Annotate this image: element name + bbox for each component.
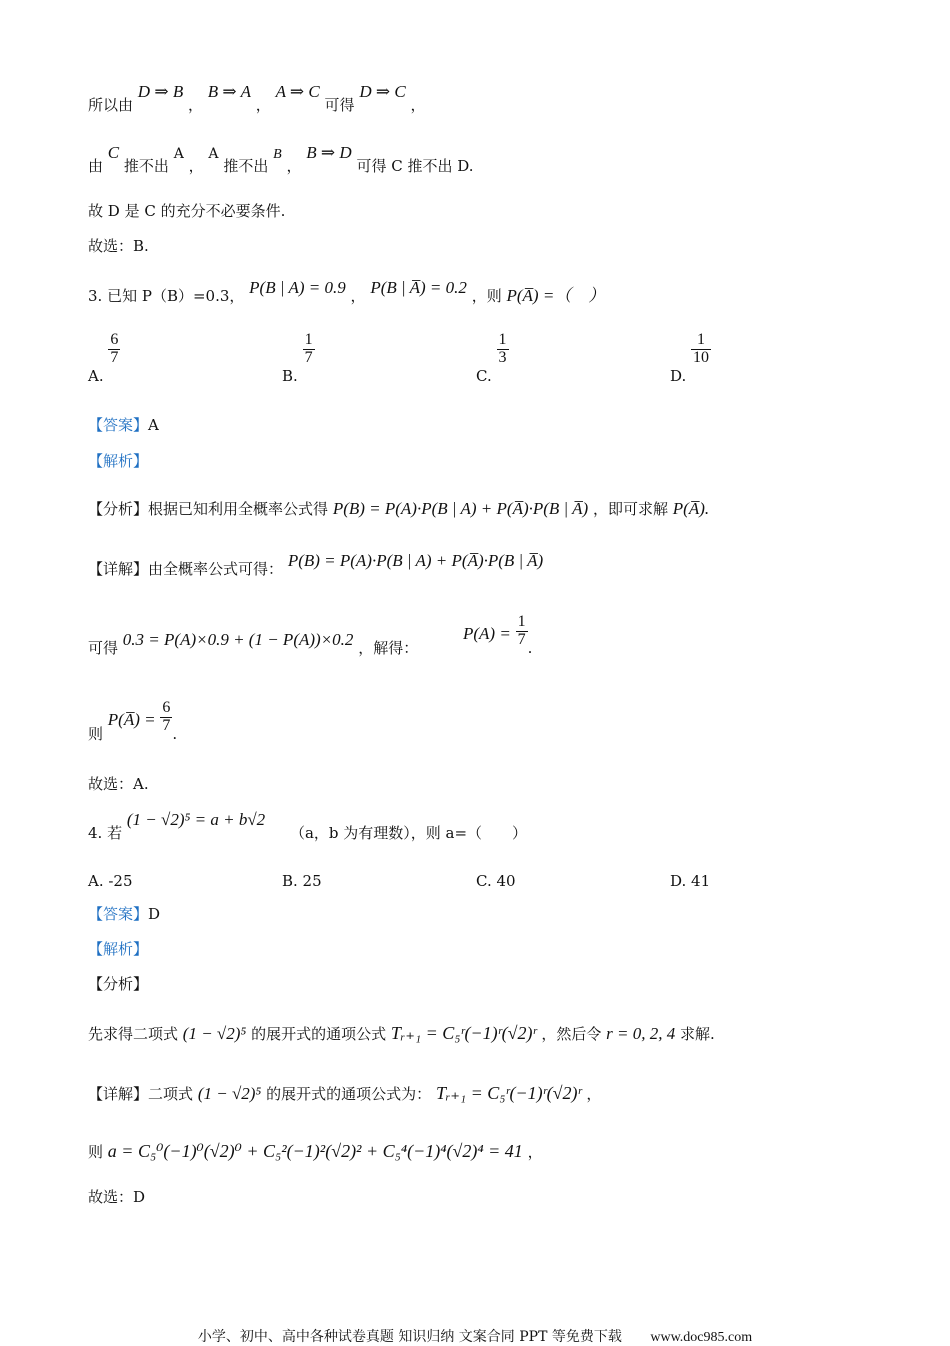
option-d bbox=[670, 331, 711, 386]
detail-tag: 【详解】 bbox=[88, 1085, 149, 1103]
fenxi-tag: 【分析】 bbox=[88, 975, 149, 993]
question-4-stem bbox=[88, 810, 528, 842]
answer-line bbox=[88, 907, 160, 922]
text: 3. 已知 P（B）=0.3， bbox=[88, 287, 245, 305]
fenxi-tag-line bbox=[88, 977, 148, 992]
math-formula: Tᵣ₊₁ = C₅ʳ(−1)ʳ(√2)ʳ bbox=[390, 1023, 537, 1043]
text: ， bbox=[410, 96, 426, 114]
option-label: C. bbox=[476, 367, 492, 386]
math-formula: 0.3 = P(A)×0.9 + (1 − P(A))×0.2 bbox=[122, 630, 354, 650]
analysis-tag-line bbox=[88, 454, 148, 469]
result-line bbox=[88, 692, 178, 744]
math-implication: D ⇒ B bbox=[137, 82, 184, 101]
footer-link[interactable]: www.doc985.com bbox=[650, 1330, 753, 1345]
footer-text: 小学、初中、高中各种试卷真题 知识归纳 文案合同 PPT 等免费下载 bbox=[197, 1329, 622, 1345]
answer-tag: 【答案】 bbox=[88, 905, 149, 923]
text: 求解. bbox=[679, 1025, 715, 1043]
denominator: 7 bbox=[110, 348, 119, 366]
option-label: B. bbox=[282, 367, 298, 386]
implication-line bbox=[88, 82, 426, 114]
detail-tag: 【详解】 bbox=[88, 560, 149, 578]
text: 可得 bbox=[324, 96, 355, 114]
option-d: D. 41 bbox=[670, 872, 711, 890]
detail-line bbox=[88, 1084, 601, 1102]
text: ， bbox=[586, 1085, 602, 1103]
math-var: A bbox=[208, 146, 219, 162]
text: ，然后令 bbox=[541, 1025, 602, 1043]
text: 的展开式的通项公式 bbox=[251, 1025, 387, 1043]
text: 则 bbox=[88, 1143, 104, 1161]
answer-value: D bbox=[148, 905, 161, 923]
math-formula: P(A̅) =（ ） bbox=[506, 286, 606, 305]
denominator: 7 bbox=[517, 630, 526, 648]
numerator: 6 bbox=[162, 699, 171, 716]
text: 4. 若 bbox=[88, 824, 123, 842]
text: 二项式 bbox=[148, 1085, 194, 1103]
numerator: 1 bbox=[517, 613, 526, 630]
fenxi-tag: 【分析】 bbox=[88, 500, 149, 518]
option-b bbox=[282, 331, 315, 386]
fraction bbox=[497, 332, 509, 367]
question-3-stem bbox=[88, 278, 606, 305]
text: ， bbox=[255, 96, 271, 114]
math-formula: r = 0, 2, 4 bbox=[606, 1024, 676, 1043]
math-formula: (1 − √2)⁵ = a + b√2 bbox=[126, 810, 266, 829]
option-label: D. bbox=[670, 367, 687, 386]
detail-line bbox=[88, 551, 544, 578]
analysis-tag: 【解析】 bbox=[88, 940, 149, 958]
math-formula: P(A̅) = bbox=[107, 710, 156, 730]
fraction bbox=[108, 332, 120, 367]
text: ， bbox=[187, 96, 203, 114]
conclusion-text: 故 D 是 C 的充分不必要条件. bbox=[88, 202, 286, 220]
option-label: A. bbox=[88, 367, 104, 386]
math-implication: D ⇒ C bbox=[359, 82, 406, 101]
text: 的展开式的通项公式为： bbox=[266, 1085, 432, 1103]
math-formula: P(B | A) = 0.9 bbox=[249, 278, 346, 297]
math-formula: (1 − √2)⁵ bbox=[182, 1024, 247, 1043]
answer-line bbox=[88, 418, 159, 433]
text: （a，b 为有理数），则 a=（ ） bbox=[289, 824, 528, 842]
denominator: 7 bbox=[162, 716, 171, 734]
text: 根据已知利用全概率公式得 bbox=[148, 500, 329, 518]
analysis-tag-line bbox=[88, 942, 148, 957]
text: 推不出 bbox=[223, 157, 269, 175]
math-var: A bbox=[173, 146, 184, 162]
fraction bbox=[516, 614, 528, 649]
math-formula: P(B | A̅) = 0.2 bbox=[370, 278, 467, 297]
math-formula: P(A̅). bbox=[672, 499, 710, 518]
denominator: 10 bbox=[693, 348, 710, 366]
text: ， bbox=[350, 287, 366, 305]
text: 由全概率公式可得： bbox=[148, 560, 284, 578]
step-line bbox=[88, 608, 533, 658]
calculation-line bbox=[88, 1142, 543, 1160]
option-a: A. -25 bbox=[88, 872, 133, 890]
numerator: 1 bbox=[697, 331, 706, 348]
math-var: C bbox=[107, 143, 120, 162]
math-implication: B ⇒ D bbox=[306, 143, 352, 162]
analysis-tag: 【解析】 bbox=[88, 452, 149, 470]
text: ， bbox=[527, 1143, 543, 1161]
denominator: 3 bbox=[498, 348, 507, 366]
option-c: C. 40 bbox=[476, 872, 516, 890]
text: 可得 bbox=[88, 639, 119, 658]
numerator: 1 bbox=[304, 331, 313, 348]
fraction bbox=[303, 332, 315, 367]
text: 推不出 bbox=[123, 157, 169, 175]
choice-text: 故选：B. bbox=[88, 237, 149, 255]
choice-text: 故选：D bbox=[88, 1188, 146, 1206]
text: . bbox=[527, 639, 533, 658]
choice-text: 故选：A. bbox=[88, 775, 149, 793]
page-footer bbox=[0, 1326, 950, 1346]
answer-value: A bbox=[148, 416, 159, 434]
math-var: B bbox=[273, 147, 282, 162]
math-formula: (1 − √2)⁵ bbox=[197, 1084, 262, 1103]
text: ，则 bbox=[471, 287, 502, 305]
not-implied-line bbox=[88, 143, 474, 175]
text: 则 bbox=[88, 725, 104, 744]
text: 由 bbox=[88, 157, 104, 175]
text: ，解得： bbox=[358, 639, 419, 658]
fraction bbox=[160, 700, 172, 735]
math-implication: B ⇒ A bbox=[207, 82, 251, 101]
text: ，即可求解 bbox=[593, 500, 669, 518]
math-formula: P(B) = P(A)·P(B | A) + P(A̅)·P(B | A̅) bbox=[332, 499, 589, 518]
analysis-line bbox=[88, 500, 709, 517]
math-implication: A ⇒ C bbox=[275, 82, 320, 101]
math-formula: a = C₅⁰(−1)⁰(√2)⁰ + C₅²(−1)²(√2)² + C₅⁴(−1)⁴(√2)⁴ = 41 bbox=[107, 1141, 523, 1161]
text: ， bbox=[286, 157, 302, 175]
option-b: B. 25 bbox=[282, 872, 322, 890]
text: ， bbox=[188, 157, 204, 175]
math-formula: P(B) = P(A)·P(B | A) + P(A̅)·P(B | A̅) bbox=[287, 551, 544, 570]
math-formula: P(A) = bbox=[463, 624, 511, 644]
numerator: 6 bbox=[110, 331, 119, 348]
analysis-line bbox=[88, 1024, 715, 1042]
option-a bbox=[88, 331, 120, 386]
answer-tag: 【答案】 bbox=[88, 416, 149, 434]
option-c bbox=[476, 331, 509, 386]
text: 所以由 bbox=[88, 96, 134, 114]
denominator: 7 bbox=[304, 348, 313, 366]
fraction bbox=[691, 332, 711, 367]
text: 可得 C 推不出 D. bbox=[356, 157, 474, 175]
math-formula: Tᵣ₊₁ = C₅ʳ(−1)ʳ(√2)ʳ bbox=[435, 1083, 582, 1103]
text: 先求得二项式 bbox=[88, 1025, 179, 1043]
text: . bbox=[172, 725, 178, 744]
numerator: 1 bbox=[498, 331, 507, 348]
